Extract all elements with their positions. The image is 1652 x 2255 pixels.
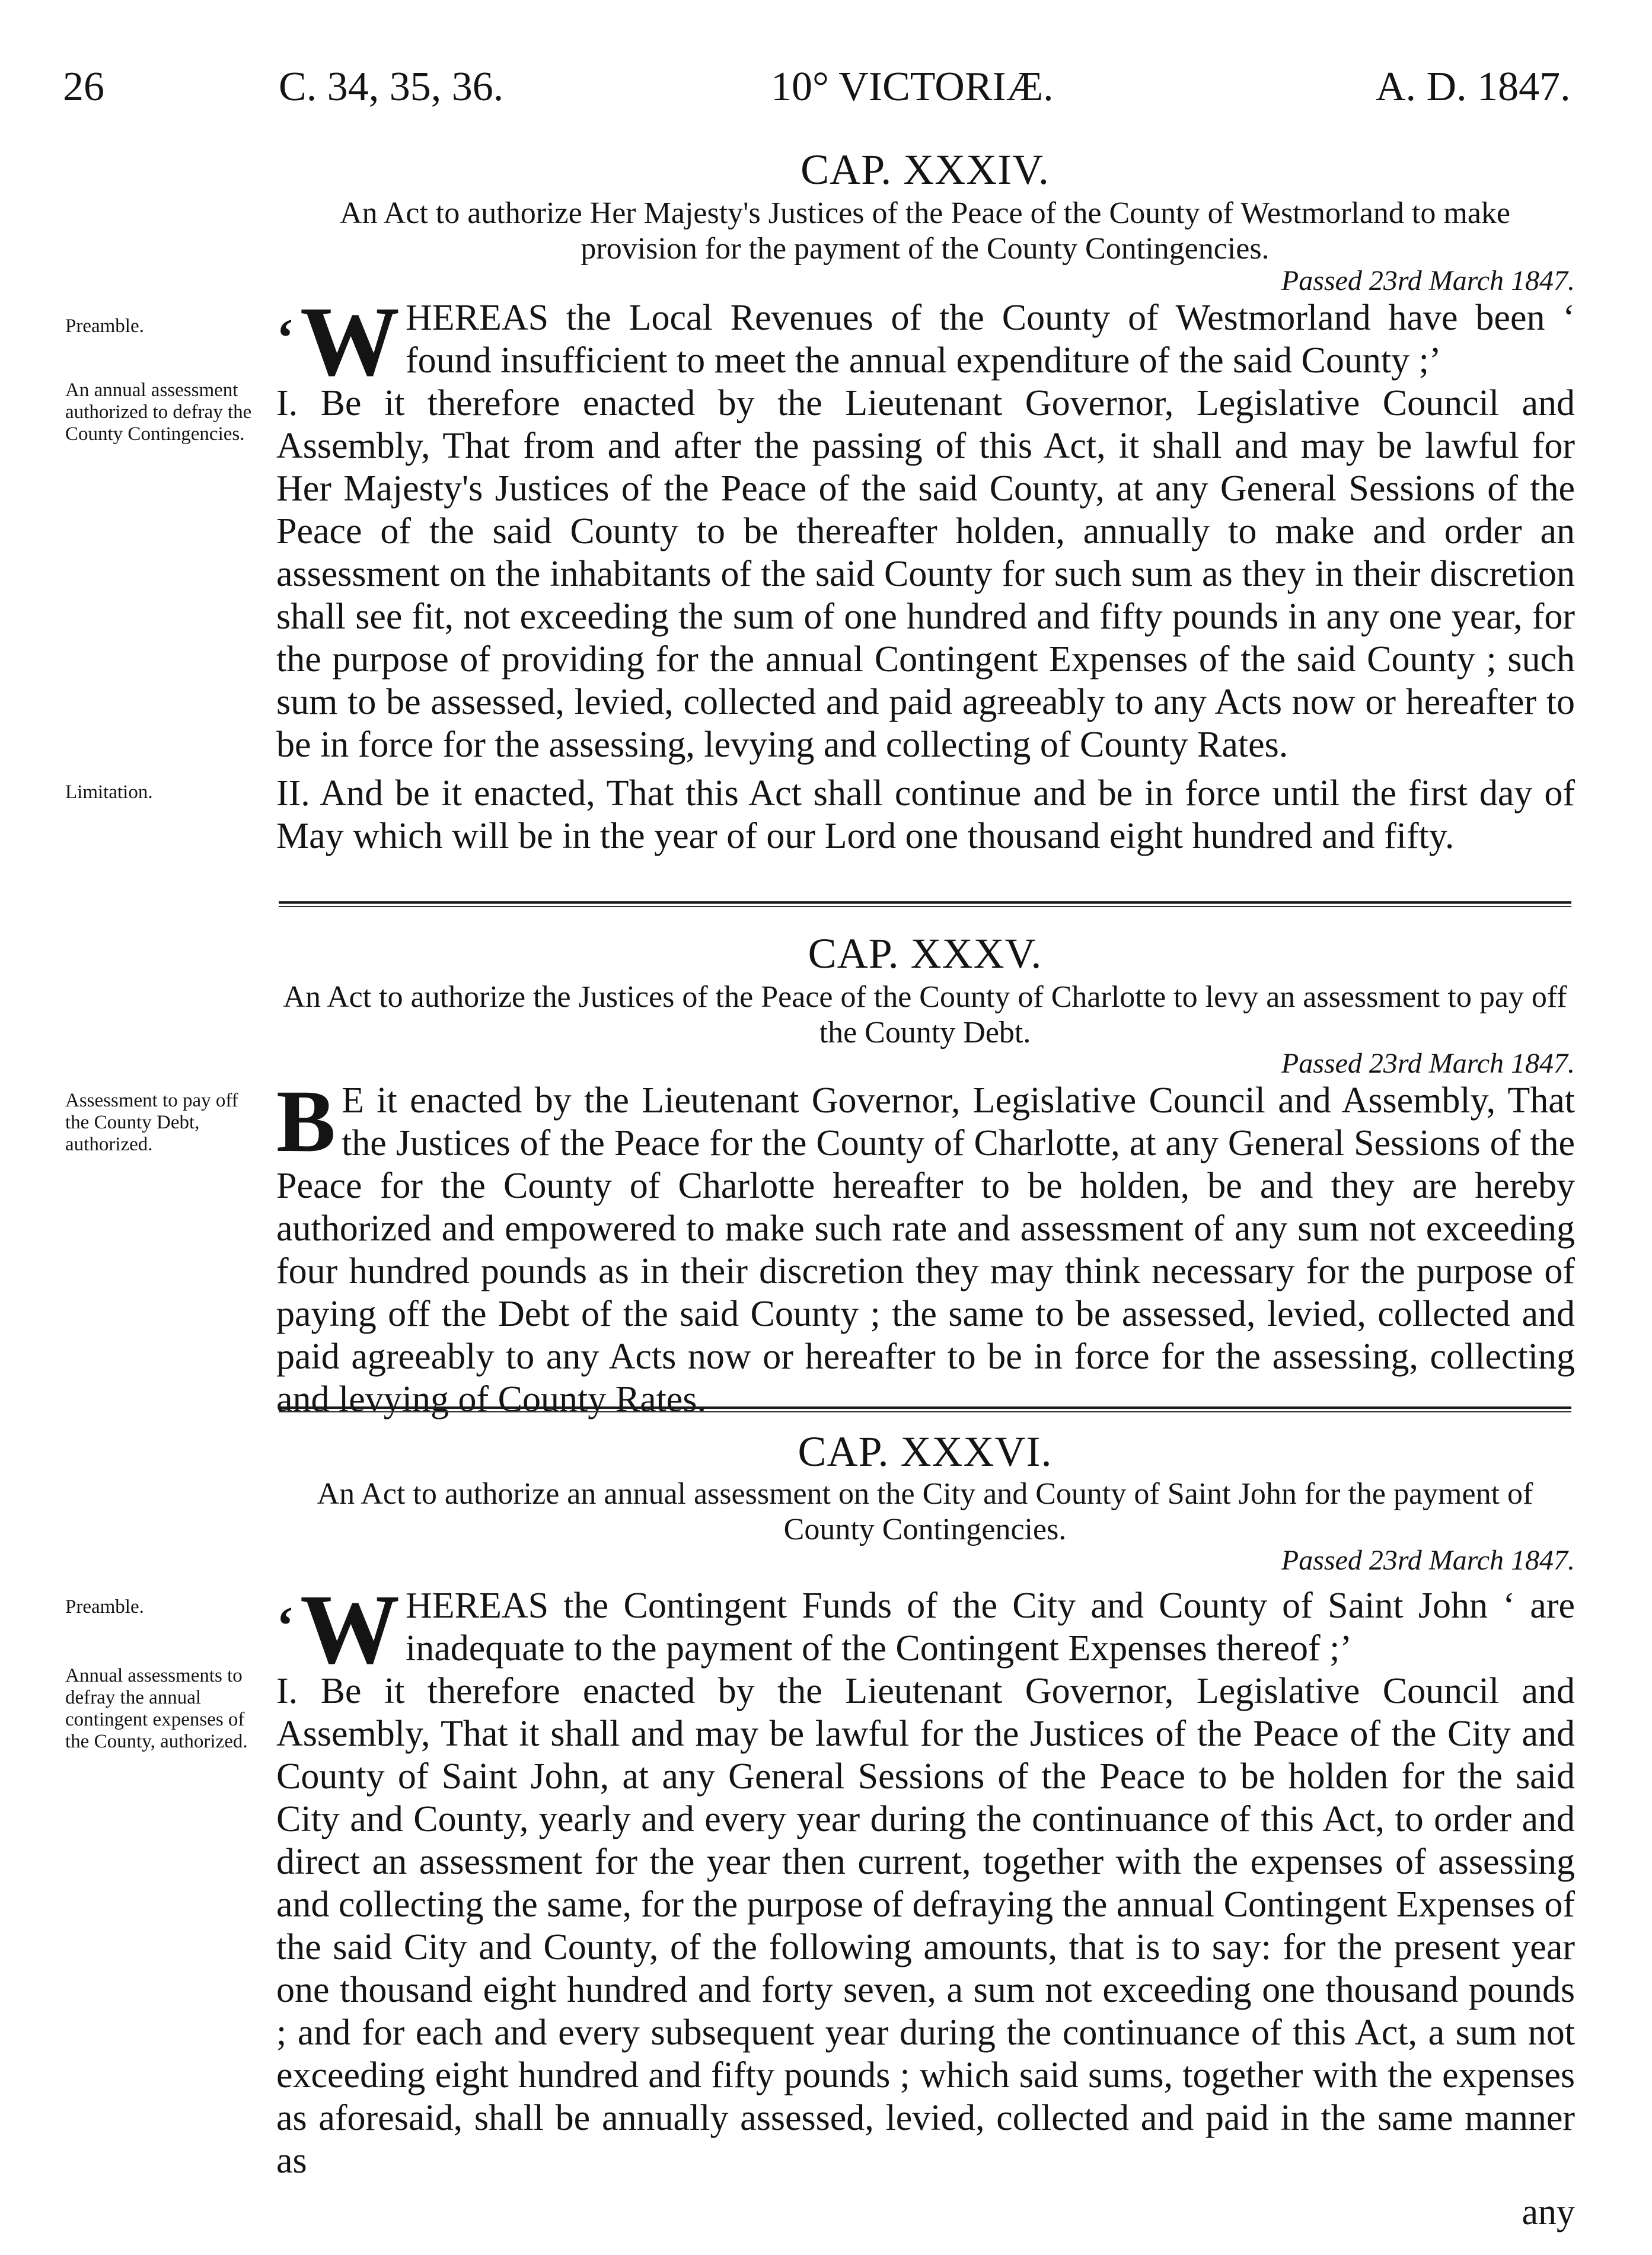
cap-36-margin-assessment: Annual assessments to defray the annual contingent expenses of the County, authorized. <box>65 1665 248 1752</box>
cap-36-preamble-mark: ‘ <box>276 1596 294 1655</box>
cap-34-dropcap: W <box>299 286 397 397</box>
section-divider <box>279 901 1571 904</box>
cap-34-preamble <box>276 286 1575 397</box>
cap-36-preamble-text: HEREAS the Contingent Funds of the City and County of Saint John ‘ are inadequate to the payment of the Contingent Expenses thereof ;’ <box>405 1586 1575 1669</box>
cap-36-passed <box>1281 1546 1575 1575</box>
cap-34-margin-preamble: Preamble. <box>65 315 144 337</box>
cap-34-section-1: I. Be it therefore enacted by the Lieutenant Governor, Legislative Council and Assembly, That from and after the passing of this Act, it shall and may be lawful for Her Majesty's Justices of the Peace of the said County, at any General Sessions of the Peace of the said County to be thereafter holden, annually to make and order an assessment on the inhabitants of the said County for such sum as they in their discretion shall see fit, not exceeding the sum of one hundred and fifty pounds in any one year, for the purpose of providing for the annual Contingent Expenses of the said County ; such sum to be assessed, levied, collected and paid agreeably to any Acts now or hereafter to be in force for the assessing, levying and collecting of County Rates. <box>276 383 1575 765</box>
cap-34-passed <box>1281 267 1575 295</box>
section-divider <box>279 1406 1571 1409</box>
cap-36-margin-preamble: Preamble. <box>65 1596 144 1618</box>
page-number: 26 <box>63 64 104 110</box>
cap-34-passed-text: Passed 23rd March 1847. <box>1281 265 1575 296</box>
cap-34-margin-limitation: Limitation. <box>65 782 153 803</box>
cap-34-title: An Act to authorize Her Majesty's Justices of the Peace of the County of Westmorland to make provision for the payment of the County Contingencies. <box>340 196 1510 266</box>
cap-35-margin-assessment: Assessment to pay off the County Debt, authorized. <box>65 1090 238 1155</box>
year: A. D. 1847. <box>1376 64 1571 110</box>
cap-35-heading: CAP. XXXV. <box>808 930 1042 977</box>
cap-35-text <box>276 1072 1575 1421</box>
cap-36-preamble <box>276 1574 1575 1685</box>
cap-35-title: An Act to authorize the Justices of the Peace of the County of Charlotte to levy an assessment to pay off the County Debt. <box>283 980 1567 1050</box>
cap-35-passed <box>1281 1050 1575 1078</box>
cap-36-title: An Act to authorize an annual assessment on the City and County of Saint John for the payment of County Contingencies. <box>317 1477 1533 1546</box>
cap-35-body: E it enacted by the Lieutenant Governor, Legislative Council and Assembly, That the Justices of the Peace for the County of Charlotte, at any General Sessions of the Peace for the County of Charlotte hereafter to be holden, be and they are hereby authorized and empowered to make such rate and assessment of any sum not exceeding four hundred pounds as in their discretion they may think necessary for the purpose of paying off the Debt of the said County ; the same to be assessed, levied, collected and paid agreeably to any Acts now or hereafter to be in force for the assessing, collecting and levying of County Rates. <box>276 1080 1575 1420</box>
cap-34-preamble-text: HEREAS the Local Revenues of the County of Westmorland have been ‘ found insufficient to meet the annual expenditure of the said County ;’ <box>405 298 1575 381</box>
section-divider-inner <box>279 1411 1571 1412</box>
cap-36-passed-text: Passed 23rd March 1847. <box>1281 1545 1575 1576</box>
cap-36-section-1: I. Be it therefore enacted by the Lieutenant Governor, Legislative Council and Assembly, That it shall and may be lawful for the Justices of the Peace of the City and County of Saint John, at any General Sessions of the Peace to be holden for the said City and County, yearly and every year during the continuance of this Act, to order and direct an assessment for the year then current, together with the expenses of assessing and collecting the same, for the purpose of defraying the annual Contingent Expenses of the said City and County, of the following amounts, that is to say: for the present year one thousand eight hundred and forty seven, a sum not exceeding one thousand pounds ; and for each and every subsequent year during the continuance of this Act, a sum not exceeding eight hundred and fifty pounds ; which said sums, together with the expenses as aforesaid, shall be annually assessed, levied, collected and paid in the same manner as <box>276 1671 1576 2181</box>
cap-34-preamble-mark: ‘ <box>276 308 294 367</box>
chapter-range: C. 34, 35, 36. <box>279 64 504 110</box>
cap-36-dropcap: W <box>299 1574 397 1685</box>
cap-35-dropcap: B <box>276 1072 334 1170</box>
cap-34-heading: CAP. XXXIV. <box>801 146 1050 193</box>
cap-36-heading: CAP. XXXVI. <box>798 1428 1053 1475</box>
cap-34-section-2: II. And be it enacted, That this Act shall continue and be in force until the first day of May which will be in the year of our Lord one thousand eight hundred and fifty. <box>276 773 1575 856</box>
section-divider-inner <box>279 906 1571 907</box>
cap-35-passed-text: Passed 23rd March 1847. <box>1281 1048 1575 1079</box>
cap-34-margin-assessment: An annual assessment authorized to defray the County Contingencies. <box>65 379 252 445</box>
regnal-year: 10° VICTORIÆ. <box>771 64 1054 110</box>
catchword: any <box>1522 2192 1575 2232</box>
